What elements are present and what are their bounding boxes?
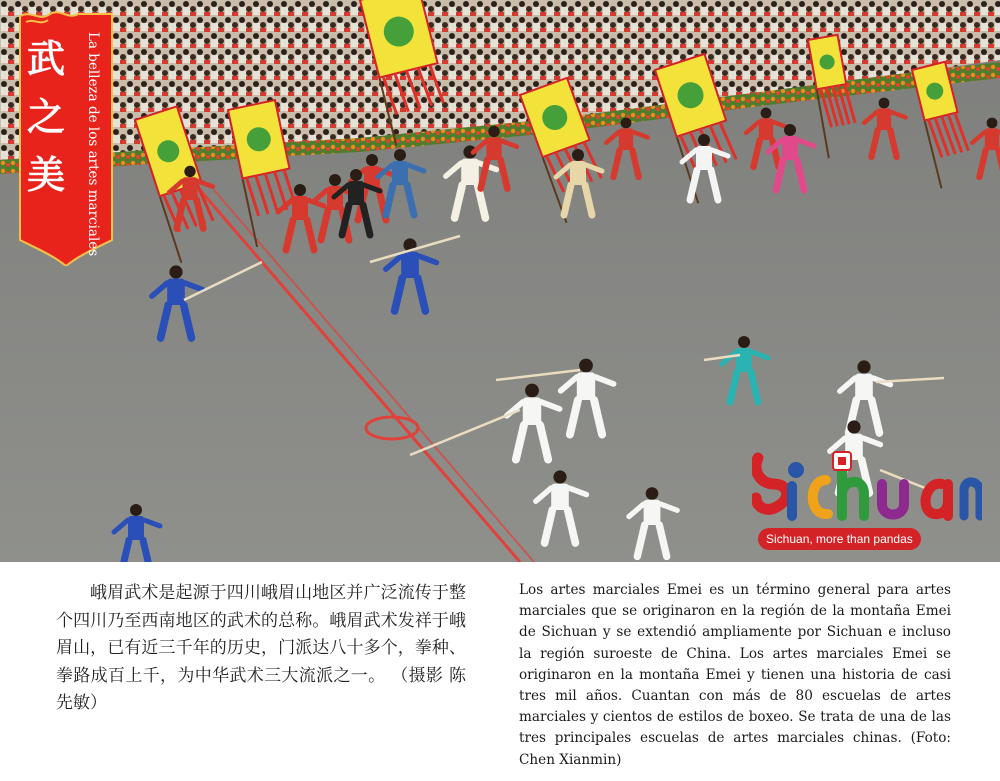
banner-char-3: 美 [26, 152, 65, 197]
title-banner [18, 10, 114, 266]
logo-tagline: Sichuan, more than pandas [758, 528, 921, 550]
banner-subtitle: La belleza de los artes marciales [85, 32, 101, 257]
spanish-caption: Los artes marciales Emei es un término general para artes marciales que se originaron en la región de la montaña Emei de Sichuan y se extendió ampliamente por Sichuan e incluso la región suroeste de China. Los artes marciales Emei se originaron en la montaña Emei y tienen una historia de casi tres mil años. Cuantan con más de 80 escuelas de artes marciales y cientos de estilos de boxeo. Se trata de una de las tres principales escuelas de artes marciales chinas. (Foto: Chen Xianmin) [519, 582, 951, 768]
banner-title [18, 30, 74, 204]
chinese-caption: 峨眉武术是起源于四川峨眉山地区并广泛流传于整个四川乃至西南地区的武术的总称。峨眉武术发祥于峨眉山，已有近三千年的历史，门派达八十多个，拳种、拳路成百上千，为中华武术三大流派之一。 （摄影 陈先敏） [56, 583, 466, 714]
banner-char-1: 武 [26, 36, 65, 81]
sichuan-logo [752, 440, 982, 555]
sichuan-wordmark-icon [752, 440, 982, 530]
banner-char-2: 之 [26, 94, 65, 139]
